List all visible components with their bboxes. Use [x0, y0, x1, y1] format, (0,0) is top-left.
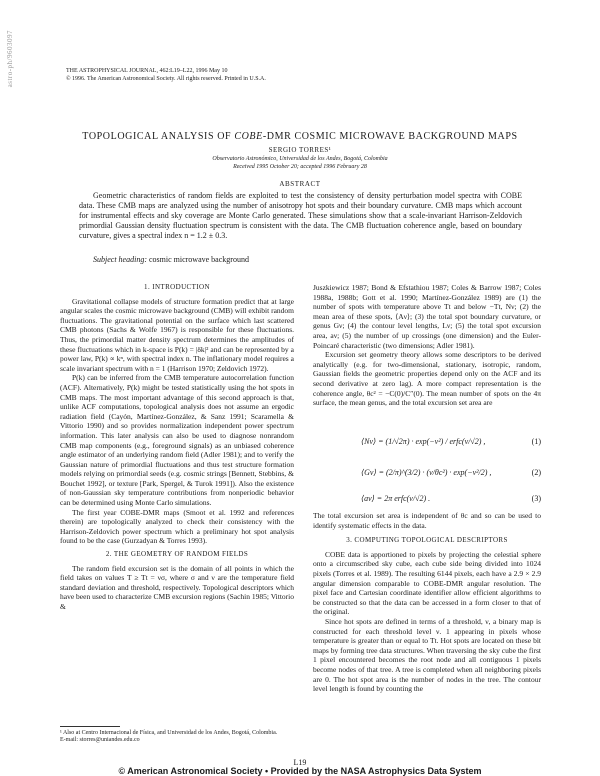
geometry-paragraph-4: The total excursion set area is independent of θc and so can be used to identify systematic effects in the data.: [313, 511, 541, 530]
page-number: L19: [293, 758, 307, 767]
equation-3-number: (3): [531, 494, 541, 503]
arxiv-identifier: astro-ph/9603097: [6, 30, 14, 88]
section-heading-geometry: 2. THE GEOMETRY OF RANDOM FIELDS: [105, 550, 249, 559]
intro-paragraph-3: The first year COBE-DMR maps (Smoot et al. 1992 and references therein) are topologically analyzed to check their consistency with the Harrison-Zeldovich power spectrum which a preliminary hot spot analysis found to be the case (Gurzadyan & Torres 1993).: [60, 507, 294, 546]
journal-copyright: © 1996. The American Astronomical Society. All rights reserved. Printed in U.S.A.: [66, 76, 266, 82]
geometry-paragraph-2: Juszkiewicz 1987; Bond & Efstathiou 1987; Coles & Barrow 1987; Coles 1988a, 1988b; Gott et al. 1990; Martínez-González 1989) are (1) the number of spots with temperature above Tt and below −Tt, Nν; (2) the mean area of these spots, ⟨Aν⟩; (3) the total spot boundary curvature, or genus Gν; (4) the contour level lengths, Lν; (5) the total spot excursion area, aν; (5) the number of up crossings (one dimension) and the Euler-Poincaré characteristic (two dimensions; Adler 1981).: [313, 283, 541, 350]
abstract-text: Geometric characteristics of random fields are exploited to test the consistency of density perturbation model spectra with COBE data. These CMB maps are analyzed using the number of anisotropy hot spots and their boundary curvature. CMB maps which account for instrumental effects and sky coverage are Monte Carlo generated. These simulations show that a scale-invariant Harrison-Zeldovich primordial Gaussian density fluctuation spectrum is consistent with the data. The CMB fluctuation coherence angle, based on boundary curvature, gives a spectral index n = 1.2 ± 0.3.: [79, 191, 522, 240]
footnote: [60, 730, 294, 744]
right-column-top: [313, 283, 541, 408]
equation-1-body: ⟨Nν⟩ = (1/√2π) · exp(−ν²) / erfc(ν/√2) ,: [361, 437, 486, 446]
equation-1-number: (1): [531, 437, 541, 446]
footnote-affiliation: ¹ Also at Centro Internacional de Física, and Universidad de los Andes, Bogotá, Colombia.: [60, 730, 278, 736]
subject-label: Subject heading:: [93, 255, 147, 264]
author-name: SERGIO TORRES¹: [268, 146, 332, 154]
geometry-paragraph-1: The random field excursion set is the domain of all points in which the field takes on values T ≥ Tt = νσ, where σ and ν are the temperature field standard deviation and threshold, respectively. Topological descriptors which have been used to characterize CMB excursion regions (Sachin 1985; Vittorio &: [60, 563, 294, 611]
right-column-bottom: [313, 511, 541, 694]
subject-heading: [93, 255, 249, 264]
author-affiliation: Observatorio Astronómico, Universidad de los Andes, Bogotá, Colombia: [212, 156, 388, 162]
section-heading-computing: 3. COMPUTING TOPOLOGICAL DESCRIPTORS: [346, 536, 508, 545]
title-suffix: -DMR COSMIC MICROWAVE BACKGROUND MAPS: [262, 131, 518, 142]
equation-3-body: ⟨aν⟩ = 2π erfc(ν/√2) .: [361, 494, 431, 503]
equation-2-number: (2): [531, 468, 541, 477]
paper-title: [60, 131, 540, 142]
equation-2-body: ⟨Gν⟩ = (2/π)^(3/2) · (ν/θc²) · exp(−ν²/2) ,: [361, 468, 492, 477]
computing-paragraph-2: Since hot spots are defined in terms of a threshold, ν, a binary map is constructed for each threshold level ν. 1 appearing in pixels whose temperature is greater than or equal to Tt. Hot spots are located on these bit maps by forming tree data structures. When traversing the sky cube the first 1 pixel encountered becomes the root node and all contiguous 1 pixels become nodes of that tree. A tree is completed when all neighboring pixels are 0. The hot spot area is the number of nodes in the tree. The contour level length is found by counting the: [313, 616, 541, 694]
left-column: [60, 283, 294, 612]
journal-citation: THE ASTROPHYSICAL JOURNAL, 462:L19–L22, 1996 May 10: [66, 68, 228, 74]
intro-paragraph-1: Gravitational collapse models of structure formation predict that at large angular scales the cosmic microwave background (CMB) will exhibit random fluctuations. The gravitational potential on the surface which last scattered CMB photons (Sachs & Wolfe 1967) is responsible for these fluctuations. Thus, the primordial matter density spectrum determines the amplitudes of these fluctuations which in k-space is P(k) = |δk|² and can be represented by a power law, P(k) ∝ kⁿ, with spectral index n. The inflationary model requires a scale invariant spectrum with n = 1 (Harrison 1970; Zeldovich 1972).: [60, 296, 294, 373]
abstract-heading: ABSTRACT: [279, 180, 321, 188]
journal-header: [66, 67, 266, 83]
intro-paragraph-2: P(k) can be inferred from the CMB temperature autocorrelation function (ACF). Alternatively, P(k) might be tested statistically using the hot spots in CMB maps. The most important advantage of this second approach is that, unlike ACF computations, topological analysis does not assume an ergodic radiation field (Cayón, Martínez-González, & Sanz 1991; Scaramella & Vittorio 1990) and so provides normalization independent power spectrum information. This later analysis can also be used to diagnose nonrandom CMB map components (e.g., foreground signals) as an unbiased coherence angle estimator of an underlying random field (Adler 1981); and to verify the Gaussian nature of primordial fluctuations and thus test structure formation models relying on primordial seeds (e.g. cosmic strings [Bennett, Stebbins, & Bouchet 1992], or texture [Park, Spergel, & Turok 1991]). Also the existence of non-Gaussian sky temperature contributions from nonperiodic behavior can be determined using Monte Carlo simulations.: [60, 373, 294, 508]
computing-paragraph-1: COBE data is apportioned to pixels by projecting the celestial sphere onto a circumscribed sky cube, each cube side being divided into 1024 pixels (Torres et al. 1989). The resulting 6144 pixels, each have a 2.9 × 2.9 angular dimension comparable to COBE-DMR angular resolution. The pixel face and Cartesian coordinate identifier allow efficient algorithms to be constructed so that the data can be accessed in a form closer to that of the original.: [313, 549, 541, 617]
geometry-paragraph-3: Excursion set geometry theory allows some descriptors to be derived analytically (e.g. for two-dimensional, stationary, isotropic, random, Gaussian fields the geometric properties depend only on the ACF and its second derivative at zero lag). A more compact representation is the coherence angle, θc² = −C(0)/C″(0). The mean number of spots on the 4π surface, the mean genus, and the total excursion set area are: [313, 350, 541, 408]
title-mission: COBE: [234, 131, 263, 142]
title-prefix: TOPOLOGICAL ANALYSIS OF: [82, 131, 235, 142]
footnote-email: E-mail: storres@uniandes.edu.co: [60, 737, 140, 743]
subject-value: cosmic microwave background: [148, 255, 249, 264]
section-heading-introduction: 1. INTRODUCTION: [144, 283, 210, 291]
ads-banner: © American Astronomical Society • Provided by the NASA Astrophysics Data System: [118, 766, 482, 776]
footnote-rule: [60, 726, 120, 727]
received-dates: Received 1995 October 20; accepted 1996 February 28: [233, 164, 367, 170]
